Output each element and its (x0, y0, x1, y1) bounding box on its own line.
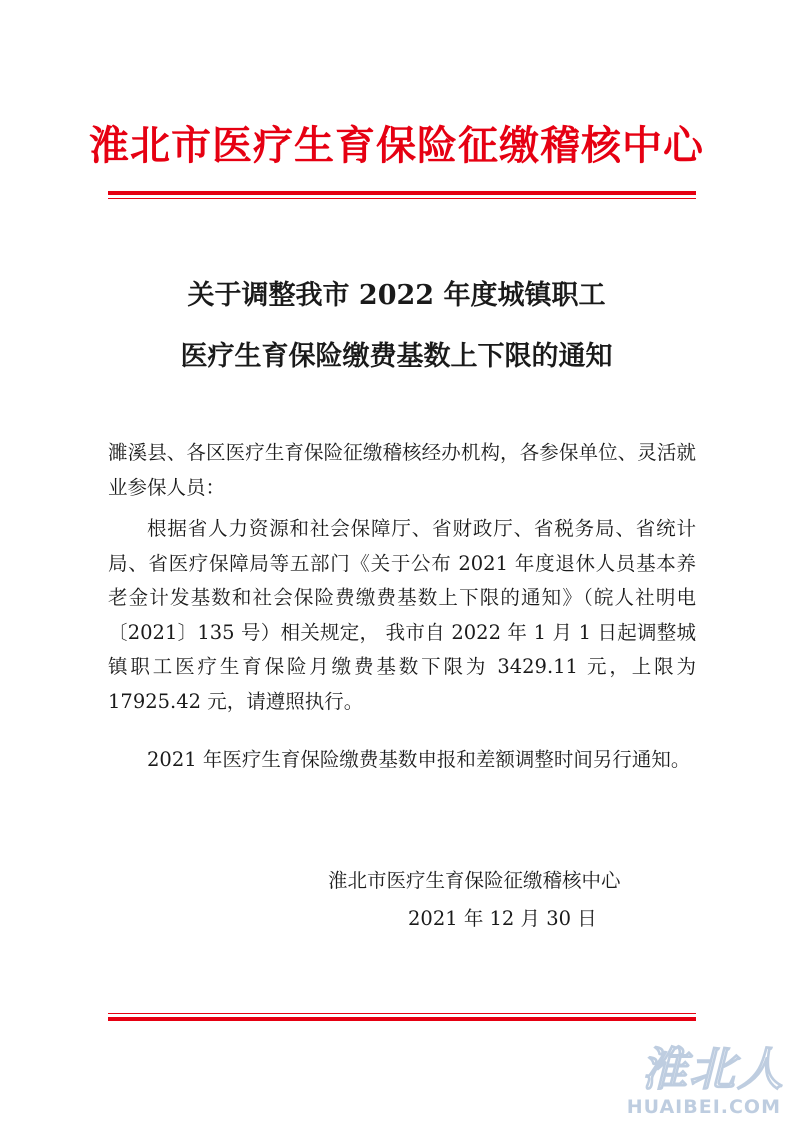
body-paragraph-2-text: 2021 年医疗生育保险缴费基数申报和差额调整时间另行通知。 (147, 748, 691, 771)
footer-rule-thin (108, 1013, 696, 1014)
document-title-line-2: 医疗生育保险缴费基数上下限的通知 (180, 341, 613, 372)
body-paragraph-1 (108, 512, 696, 719)
body-paragraph-2 (108, 743, 696, 778)
document-title-line-1: 关于调整我市 2022 年度城镇职工 (187, 280, 606, 311)
signature-organization: 淮北市医疗生育保险征缴稽核中心 (328, 869, 621, 892)
watermark-url: HUAIBEI.COM (626, 1096, 781, 1118)
salutation-text: 濉溪县、各区医疗生育保险征缴稽核经办机构，各参保单位、灵活就业参保人员： (108, 441, 696, 499)
masthead-rule-thick (108, 191, 696, 195)
watermark-logo-script: 淮北人 (641, 1042, 785, 1096)
site-watermark (565, 1043, 793, 1122)
salutation (108, 436, 696, 505)
masthead-rule-thin (108, 198, 696, 199)
signature-date: 2021 年 12 月 30 日 (408, 907, 597, 930)
footer-rule-thick (108, 1017, 696, 1021)
masthead-title: 淮北市医疗生育保险征缴稽核中心 (89, 122, 704, 169)
body-paragraph-1-text: 根据省人力资源和社会保障厅、省财政厅、省税务局、省统计局、省医疗保障局等五部门《关于公布 2021 年度退休人员基本养老金计发基数和社会保险费缴费基数上下限的通知》（皖人社明电〔2021〕135 号）相关规定， 我市自 2022 年 1 月 1 日起调整城镇职工医疗生育保险月缴费基数下限为 3429.11 元，上限为 17925.42 元，请遵照执行。 (108, 517, 696, 713)
